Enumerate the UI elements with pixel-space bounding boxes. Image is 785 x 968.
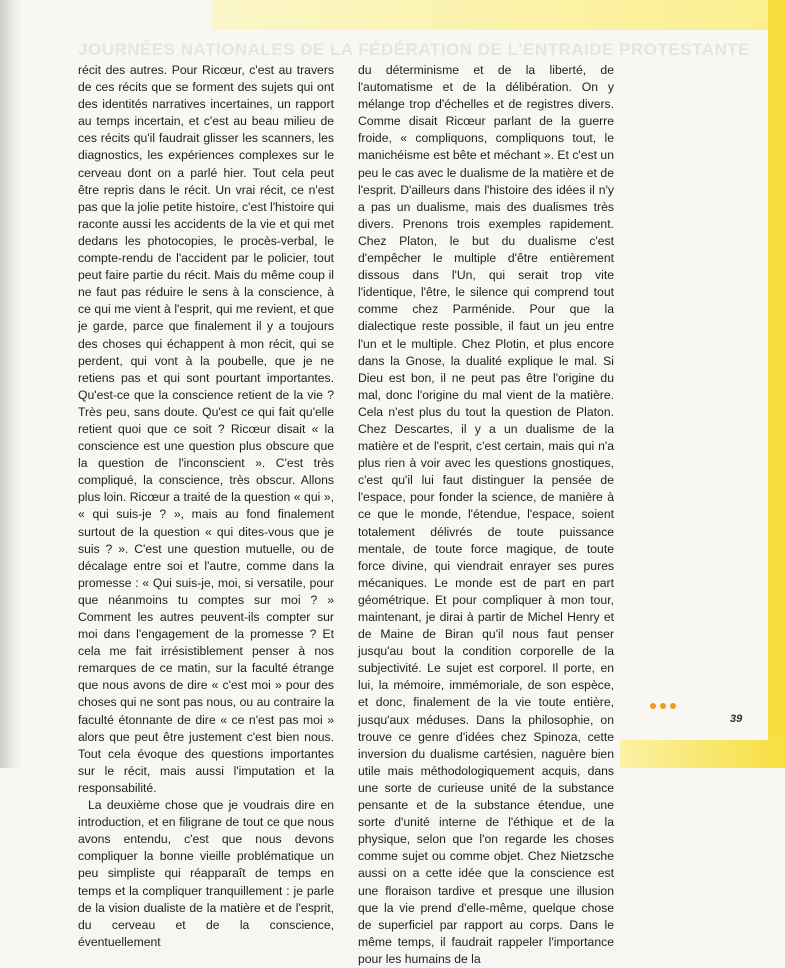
paragraph: récit des autres. Pour Ricœur, c'est au travers de ces récits que se forment des sujets qui ont des identités narratives incertaines, un rapport au temps incertain, et c'est au beau milieu de ces récits qu'il faudrait glisser les scanners, les diagnostics, les expériences complexes sur le cerveau dont on a parlé hier. Tout cela peut être repris dans le récit. Un vrai récit, ce n'est pas que la jolie petite histoire, c'est l'histoire qui raconte aussi les accidents de la vie et qui met dedans les photocopies, le procès-verbal, le compte-rendu de l'accident par le policier, tout peut faire partie du récit. Mais du même coup il ne faut pas réduire le sens à la conscience, à ce qui me vient à l'esprit, qui me revient, et que je garde, parce que finalement il y a toujours des choses qui échappent à mon récit, qui se perdent, qui vont à la poubelle, que je ne retiens pas et qui sont pourtant importantes. Qu'est-ce que la conscience retient de la vie ? Très peu, sans doute. Qu'est ce qui fait qu'elle retient quoi que ce soit ? Ricœur disait « la conscience est une question plus obscure que la question de l'inconscient ». C'est très compliqué, la conscience, très obscur. Allons plus loin. Ricœur a traité de la question « qui », « qui suis-je ? », mais au fond finalement surtout de la question « qui dites-vous que je suis ? ». C'est une question mutuelle, ou de décalage entre soi et l'autre, comme dans la promesse : « Qui suis-je, moi, si versatile, pour que néanmoins tu comptes sur moi ? » Comment les autres peuvent-ils compter sur moi dans l'engagement de la promesse ? Et cela me fait irrésistiblement penser à nos remarques de ce matin, sur la faculté étrange que nous avons de dire « c'est moi » pour des choses qui ne sont pas nous, ou au contraire la faculté étonnante de dire « ce n'est pas moi » alors que peut être justement c'est bien nous. Tout cela évoque des questions importantes sur le récit, mais aussi l'imputation et la responsabilité. [78, 63, 334, 795]
yellow-band-top [212, 0, 785, 30]
paragraph: La deuxième chose que je voudrais dire en introduction, et en filigrane de tout ce que nous avons entendu, c'est que nous devons compliquer la bonne vieille problématique un peu simpliste qui réapparaît de temps en temps et la compliquer tranquillement : je parle de la vision dualiste de la matière et de l'esprit, du cerveau et de la conscience, éventuellement [78, 798, 334, 949]
paragraph: du déterminisme et de la liberté, de l'automatisme et de la délibération. On y mélange trop d'échelles et de registres divers. Comme disait Ricœur parlant de la guerre froide, « compliquons, compliquons tout, le manichéisme est bête et méchant ». Et c'est un peu le cas avec le dualisme de la matière et de l'esprit. D'ailleurs dans l'histoire des idées il n'y a pas un dualisme, mais des dualismes très divers. Prenons trois exemples rapidement. Chez Platon, le but du dualisme c'est d'empêcher le multiple d'être entièrement dissous dans l'Un, qui serait trop vite l'identique, l'être, le silence qui comprend tout comme chez Parménide. Pour que la dialectique reste possible, il faut un jeu entre l'un et le multiple. Chez Plotin, et plus encore dans la Gnose, la dualité explique le mal. Si Dieu est bon, il ne peut pas être l'origine du mal, donc l'origine du mal vient de la matière. Cela n'est plus du tout la question de Platon. Chez Descartes, il y a un dualisme de la matière et de l'esprit, c'est certain, mais qui n'a plus rien à voir avec les questions gnostiques, c'est qu'il lui faut distinguer la pensée de l'espace, pour fonder la science, de manière à ce que le monde, l'étendue, l'espace, soient totalement délivrés de toute puissance mentale, de toute force magique, de toute force divine, qui viendrait enrayer ses pures mécaniques. Le monde est de part en part géométrique. Et pour compliquer à mon tour, maintenant, je dirai à partir de Michel Henry et de Maine de Biran qu'il nous faut penser jusqu'au bout la condition corporelle de la subjectivité. Le sujet est corporel. Il porte, en lui, la mémoire, immémoriale, de son espèce, et donc, finalement de la vie toute entière, jusqu'aux méduses. Dans la philosophie, on trouve ce genre d'idées chez Spinoza, cette inversion du dualisme cartésien, naguère bien utile mais méthodologiquement acquis, dans une sorte de curieuse unité de la substance pensante et de la substance étendue, une sorte d'unité interne de l'éthique et de la physique, selon que l'on regarde les choses comme sujet ou comme objet. Chez Nietzsche aussi on a cette idée que la conscience est une floraison tardive et presque une illusion que la vie prend d'elle-même, quelque chose de superficiel par rapport au corps. Dans le même temps, il faudrait rappeler l'importance pour les humains de la [358, 63, 614, 966]
ellipsis-dots-icon [650, 703, 676, 709]
binding-fold [0, 0, 22, 768]
page-number: 39 [730, 713, 743, 725]
show-through-header: JOURNÉES NATIONALES DE LA FÉDÉRATION DE L'ENTRAIDE PROTESTANTE [78, 40, 750, 59]
text-column-left [78, 62, 334, 951]
yellow-band-right [768, 0, 785, 768]
text-column-right [358, 62, 614, 968]
yellow-band-bottom [620, 740, 785, 768]
